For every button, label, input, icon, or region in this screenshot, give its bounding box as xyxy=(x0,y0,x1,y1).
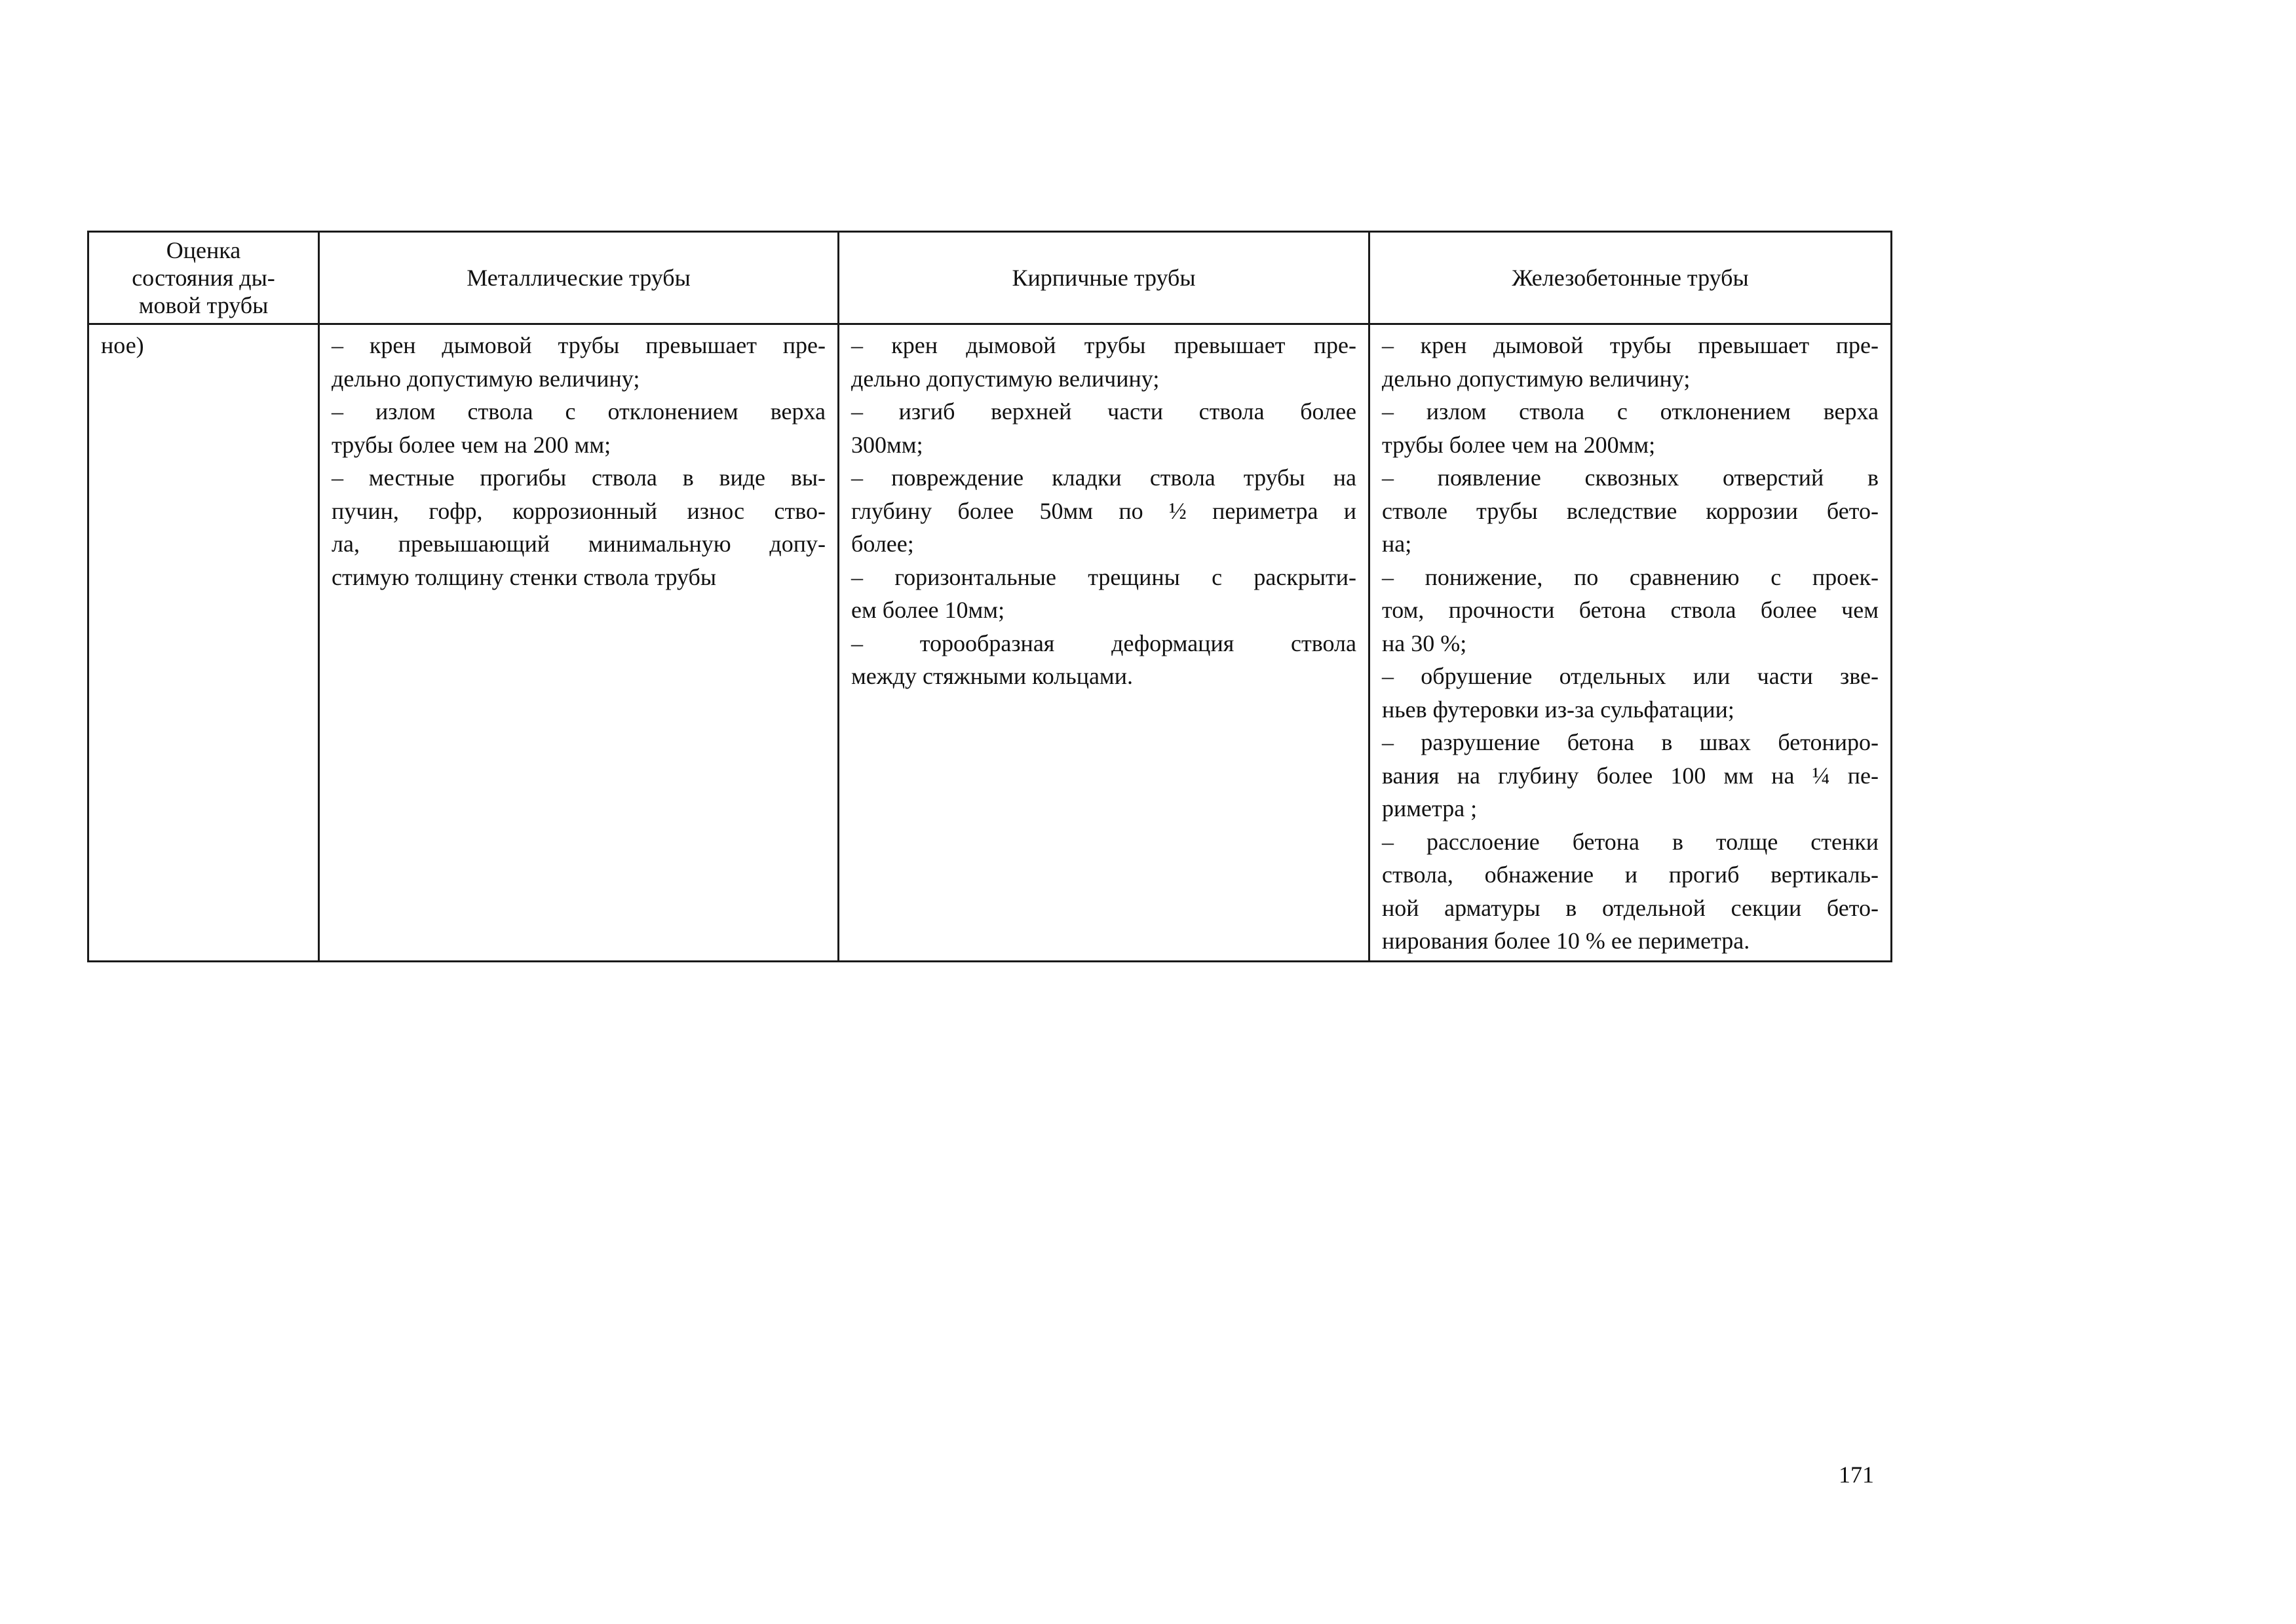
cell-assessment xyxy=(88,324,319,962)
cell-line: – изгиб верхней части ствола более xyxy=(851,398,1356,425)
cell-line: – излом ствола с отклонением верха xyxy=(332,398,826,425)
header-metal-pipes: Металлические трубы xyxy=(319,232,839,324)
page-number: 171 xyxy=(1839,1462,1874,1488)
cell-line: – разрушение бетона в швах бетониро- xyxy=(1382,729,1879,755)
cell-line: ньев футеровки из-за сульфатации; xyxy=(1382,696,1734,723)
cell-line: – крен дымовой трубы превышает пре- xyxy=(1382,332,1879,358)
cell-line: глубину более 50мм по ½ периметра и xyxy=(851,497,1356,524)
cell-line: риметра ; xyxy=(1382,795,1478,821)
cell-line: дельно допустимую величину; xyxy=(332,365,640,392)
header-assessment-line: Оценка xyxy=(166,237,241,263)
cell-line: – крен дымовой трубы превышает пре- xyxy=(851,332,1356,358)
cell-line: нирования более 10 % ее периметра. xyxy=(1382,928,1750,954)
cell-brick-pipes xyxy=(839,324,1369,962)
cell-line: пучин, гофр, коррозионный износ ство- xyxy=(332,497,826,524)
assessment-table xyxy=(87,231,1892,962)
table-row xyxy=(88,324,1892,962)
cell-line: дельно допустимую величину; xyxy=(851,365,1160,392)
cell-line: – повреждение кладки ствола трубы на xyxy=(851,464,1356,491)
cell-line: более; xyxy=(851,531,914,557)
cell-line: на; xyxy=(1382,531,1412,557)
cell-concrete-pipes xyxy=(1369,324,1892,962)
header-brick-pipes: Кирпичные трубы xyxy=(839,232,1369,324)
cell-line: трубы более чем на 200мм; xyxy=(1382,431,1656,458)
header-assessment-line: состояния ды- xyxy=(132,265,275,291)
cell-line: – обрушение отдельных или части зве- xyxy=(1382,663,1879,689)
cell-line: ем более 10мм; xyxy=(851,597,1005,623)
cell-line: 300мм; xyxy=(851,431,923,458)
cell-line: – местные прогибы ствола в виде вы- xyxy=(332,464,826,491)
cell-line: – понижение, по сравнению с проек- xyxy=(1382,563,1879,590)
cell-line: – расслоение бетона в толще стенки xyxy=(1382,828,1879,855)
cell-line: между стяжными кольцами. xyxy=(851,663,1133,689)
table-header-row xyxy=(88,232,1892,324)
cell-line: на 30 %; xyxy=(1382,630,1467,656)
cell-line: ной арматуры в отдельной секции бето- xyxy=(1382,894,1879,921)
cell-line: ла, превышающий минимальную допу- xyxy=(332,531,826,557)
cell-line: вания на глубину более 100 мм на ¼ пе- xyxy=(1382,762,1879,789)
cell-line: – торообразная деформация ствола xyxy=(851,630,1356,656)
header-assessment-line: мовой трубы xyxy=(138,292,269,318)
header-assessment xyxy=(88,232,319,324)
cell-line: – излом ствола с отклонением верха xyxy=(1382,398,1879,425)
header-concrete-pipes: Железобетонные трубы xyxy=(1369,232,1892,324)
cell-line: стволе трубы вследствие коррозии бето- xyxy=(1382,497,1879,524)
cell-line: трубы более чем на 200 мм; xyxy=(332,431,611,458)
cell-line: том, прочности бетона ствола более чем xyxy=(1382,597,1879,623)
cell-line: – горизонтальные трещины с раскрыти- xyxy=(851,563,1356,590)
cell-line: ствола, обнажение и прогиб вертикаль- xyxy=(1382,861,1879,888)
cell-line: – появление сквозных отверстий в xyxy=(1382,464,1879,491)
cell-line: – крен дымовой трубы превышает пре- xyxy=(332,332,826,358)
cell-line: дельно допустимую величину; xyxy=(1382,365,1691,392)
cell-line: ное) xyxy=(101,332,144,358)
cell-line: стимую толщину стенки ствола трубы xyxy=(332,563,717,590)
cell-metal-pipes xyxy=(319,324,839,962)
